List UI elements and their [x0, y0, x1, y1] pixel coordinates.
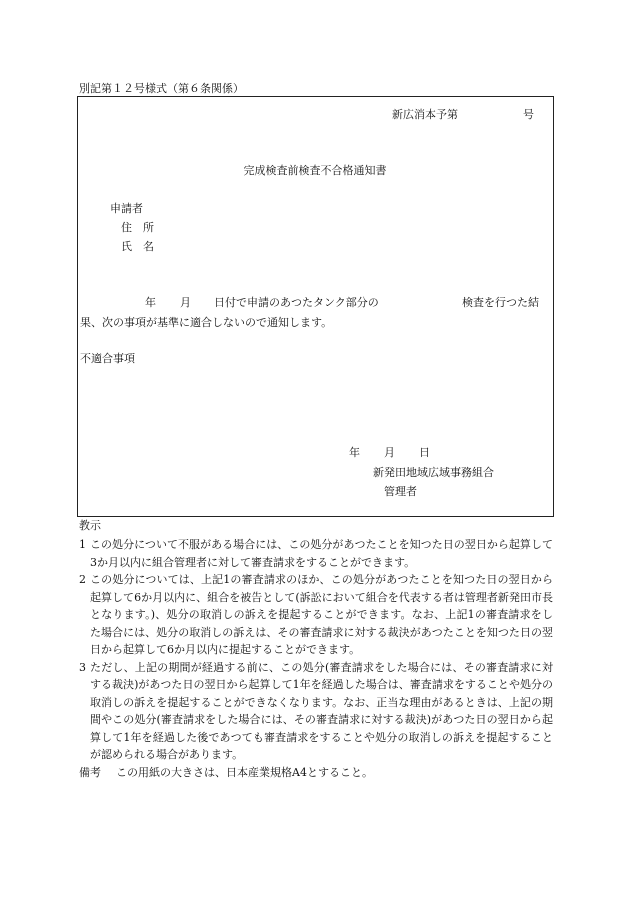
issuer-role: 管理者 — [384, 485, 417, 498]
instruction-text: この処分について不服がある場合には、この処分があつたことを知つた日の翌日から起算して3か月以内に組合管理者に対して審査請求をすることができます。 — [90, 538, 553, 569]
body-text: 日付で申請のあつたタンク部分の — [214, 296, 379, 309]
applicant-name-label: 氏 名 — [121, 240, 154, 253]
doc-number-suffix: 号 — [523, 108, 534, 121]
instruction-item — [79, 536, 553, 571]
applicant-label: 申請者 — [110, 202, 143, 215]
instruction-text: ただし、上記の期間が経過する前に、この処分(審査請求をした場合には、その審査請求に対する裁決)があつた日の翌日から起算して1年を経過した場合は、審査請求をすることや処分の取消しの訴えを提起することができなくなります。なお、正当な理由があるときは、上記の期間やこの処分(審査請求をした場合には、その審査請求に対する裁決)があつた日の翌日から起算して1年を経過した後であつても審査請求をすることや処分の取消しの訴えを提起することが認められる場合があります。 — [90, 660, 553, 761]
remark-label: 備考 — [79, 765, 101, 779]
body-text-tail: 検査を行つた結 — [462, 296, 539, 309]
instruction-number: 1 — [79, 538, 86, 551]
instruction-number: 3 — [79, 660, 86, 674]
instruction-label: 教示 — [79, 519, 101, 532]
instruction-item — [79, 571, 553, 659]
nonconformity-label: 不適合事項 — [80, 352, 135, 365]
instruction-text: この処分については、上記1の審査請求のほか、この処分があつたことを知つた日の翌日から起算して6か月以内に、組合を被告として(訴訟において組合を代表する者は管理者新発田市長となります。)、処分の取消しの訴えを提起することができます。なお、上記1の審査請求をした場合には、処分の取消しの訴えは、その審査請求に対する裁決があつたことを知つた日の翌日から起算して6か月以内に提起することができます。 — [90, 573, 553, 656]
body-text-continued: 果、次の事項が基準に適合しないので通知します。 — [80, 316, 333, 329]
doc-number-prefix: 新広消本予第 — [392, 108, 458, 121]
instruction-list — [79, 536, 553, 781]
form-label: 別記第１２号様式（第６条関係） — [79, 82, 244, 95]
body-year: 年 — [145, 296, 156, 309]
instruction-number: 2 — [79, 573, 86, 586]
applicant-address-label: 住 所 — [121, 221, 154, 234]
body-month: 月 — [180, 296, 191, 309]
date-day: 日 — [419, 446, 430, 459]
date-month: 月 — [384, 446, 395, 459]
remark-text: この用紙の大きさは、日本産業規格A4とすること。 — [116, 765, 373, 779]
date-year: 年 — [349, 446, 360, 459]
issuer-org: 新発田地域広域事務組合 — [373, 466, 494, 479]
document-title: 完成検査前検査不合格通知書 — [243, 164, 387, 177]
remark — [79, 764, 553, 782]
instruction-item — [79, 659, 553, 764]
